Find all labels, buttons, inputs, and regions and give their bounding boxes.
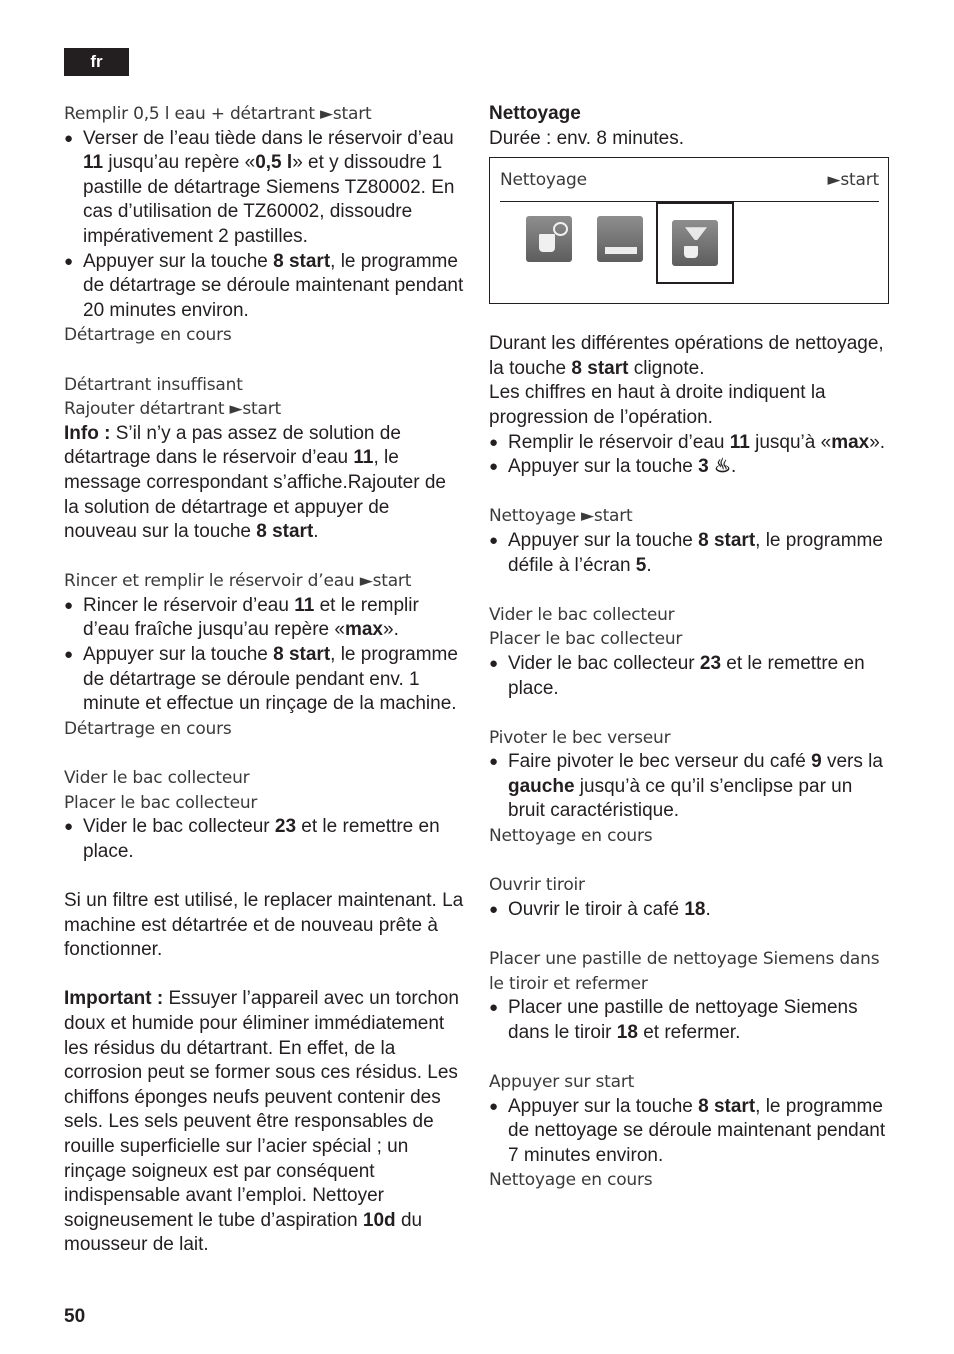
instruction-bullet: ● Placer une pastille de nettoyage Siemens dans le tiroir 18 et refermer. — [489, 996, 889, 1045]
display-message: Placer une pastille de nettoyage Siemens dans le tiroir et refermer — [489, 949, 880, 994]
instruction-bullet: ● Appuyer sur la touche 8 start, le programme de nettoyage se déroule maintenant pendant 7 minutes environ. — [489, 1095, 889, 1169]
drip-tray-icon — [597, 216, 643, 262]
display-message: Placer le bac collecteur — [64, 792, 258, 813]
display-action: ►start — [827, 170, 879, 191]
display-message: Remplir 0,5 l eau + détartrant ►start — [64, 104, 372, 124]
left-column — [64, 102, 466, 1258]
display-message: Vider le bac collecteur — [64, 768, 250, 789]
display-message: Vider le bac collecteur — [489, 604, 675, 625]
instruction-bullet: ● Rincer le réservoir d’eau 11 et le remplir d’eau fraîche jusqu’au repère «max». — [64, 594, 466, 643]
instruction-bullet: ● Vider le bac collecteur 23 et le remettre en place. — [64, 815, 466, 864]
display-message: Nettoyage en cours — [489, 1170, 653, 1191]
instruction-bullet: ● Verser de l’eau tiède dans le réservoir d’eau 11 jusqu’au repère «0,5 l» et y dissoudre 1 pastille de détartrage Siemens TZ80002. En cas d’utilisation de TZ60002, dissoudre impérativement 2 pastilles. — [64, 127, 466, 250]
page-number: 50 — [64, 1306, 86, 1327]
instruction-bullet: ● Appuyer sur la touche 8 start, le programme défile à l’écran 5. — [489, 529, 889, 578]
info-paragraph: Info : S’il n’y a pas assez de solution de détartrage dans le réservoir d’eau 11, le message correspondant s’affiche.Rajouter de la solution de détartrage et appuyer de nouveau sur la touche 8 start. — [64, 422, 446, 543]
display-message: Détartrage en cours — [64, 718, 232, 739]
instruction-bullet: ● Ouvrir le tiroir à café 18. — [489, 898, 889, 923]
instruction-bullet: ● Vider le bac collecteur 23 et le remettre en place. — [489, 652, 889, 701]
paragraph: Durant les différentes opérations de nettoyage, la touche 8 start clignote. — [489, 333, 884, 379]
display-header — [500, 168, 879, 202]
display-message: Appuyer sur start — [489, 1072, 635, 1092]
duration-text: Durée : env. 8 minutes. — [489, 127, 685, 149]
right-column — [489, 102, 889, 1193]
display-message: Détartrant insuffisant — [64, 374, 243, 395]
display-message: Rincer et remplir le réservoir d’eau ►start — [64, 571, 412, 592]
important-paragraph: Important : Essuyer l’appareil avec un torchon doux et humide pour éliminer immédiatement les résidus du détartrant. En effet, de la corrosion peut se former sous ces résidus. Les chiffons éponges neufs peuvent contenir des sels. Les sels peuvent être responsables de rouille superficielle sur l’acier spécial ; un rinçage soigneux est par conséquent indispensable avant l’emploi. Nettoyer soigneusement le tube d’aspiration 10d du mousseur de lait. — [64, 988, 459, 1256]
section-title: Nettoyage — [489, 103, 581, 124]
display-message: Détartrage en cours — [64, 325, 232, 346]
paragraph: Les chiffres en haut à droite indiquent la progression de l’opération. — [489, 382, 826, 428]
display-message: Placer le bac collecteur — [489, 629, 683, 650]
instruction-bullet: ● Appuyer sur la touche 8 start, le programme de détartrage se déroule pendant env. 1 minute et effectue un rinçage de la machine. — [64, 643, 466, 717]
instruction-bullet: ● Faire pivoter le bec verseur du café 9 vers la gauche jusqu’à ce qu’il s’enclipse par un bruit caractéristique. — [489, 750, 889, 824]
display-icons — [526, 216, 759, 284]
instruction-bullet: ● Appuyer sur la touche 3 ♨. — [489, 455, 889, 480]
instruction-bullet: ● Appuyer sur la touche 8 start, le programme de détartrage se déroule maintenant pendant 20 minutes environ. — [64, 250, 466, 324]
language-tag: fr — [64, 48, 129, 76]
display-message: Rajouter détartrant ►start — [64, 399, 281, 420]
display-message: Nettoyage ►start — [489, 506, 633, 527]
display-panel — [489, 157, 889, 304]
coffee-cleaning-icon — [672, 220, 718, 266]
display-message: Ouvrir tiroir — [489, 875, 585, 896]
display-message: Nettoyage en cours — [489, 826, 653, 847]
instruction-bullet: ● Remplir le réservoir d’eau 11 jusqu’à «max». — [489, 431, 889, 456]
milk-cup-icon — [526, 216, 572, 262]
display-message: Pivoter le bec verseur — [489, 727, 671, 748]
filter-paragraph: Si un filtre est utilisé, le replacer maintenant. La machine est détartrée et de nouveau prête à fonctionner. — [64, 890, 464, 961]
display-label: Nettoyage — [500, 170, 587, 191]
selected-icon-frame — [656, 202, 734, 284]
